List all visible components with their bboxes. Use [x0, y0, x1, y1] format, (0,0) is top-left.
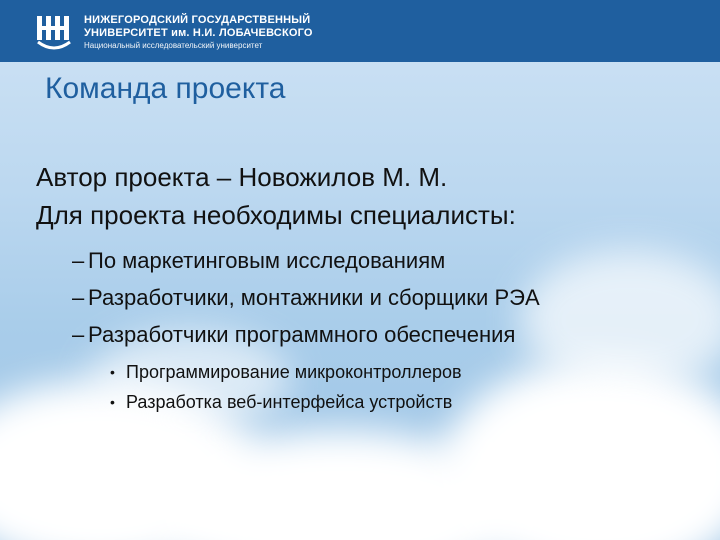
list-item [36, 387, 706, 417]
list-item [36, 357, 706, 387]
slide-body [36, 158, 706, 417]
specialist-item: Разработчики, монтажники и сборщики РЭА [88, 285, 540, 310]
software-task-item: Программирование микроконтроллеров [126, 362, 462, 382]
author-line: Автор проекта – Новожилов М. М. [36, 162, 448, 192]
university-logo-icon [34, 12, 74, 52]
dash-marker: – [72, 248, 85, 273]
bullet-marker: • [110, 394, 115, 410]
header-bar [0, 0, 720, 62]
list-item [36, 279, 706, 316]
list-item [36, 242, 706, 279]
specialist-item: По маркетинговым исследованиям [88, 248, 446, 273]
list-item [36, 316, 706, 353]
specialists-needed-line: Для проекта необходимы специалисты: [36, 200, 516, 230]
slide-title: Команда проекта [45, 72, 286, 105]
software-task-item: Разработка веб-интерфейса устройств [126, 392, 453, 412]
bullet-marker: • [110, 364, 115, 380]
university-name-line2: УНИВЕРСИТЕТ им. Н.И. ЛОБАЧЕВСКОГО [84, 27, 313, 39]
dash-marker: – [72, 285, 85, 310]
university-name-line3: Национальный исследовательский университет [84, 41, 263, 50]
specialist-item: Разработчики программного обеспечения [88, 322, 516, 347]
university-name [84, 14, 313, 51]
university-name-line1: НИЖЕГОРОДСКИЙ ГОСУДАРСТВЕННЫЙ [84, 14, 311, 26]
dash-marker: – [72, 322, 85, 347]
